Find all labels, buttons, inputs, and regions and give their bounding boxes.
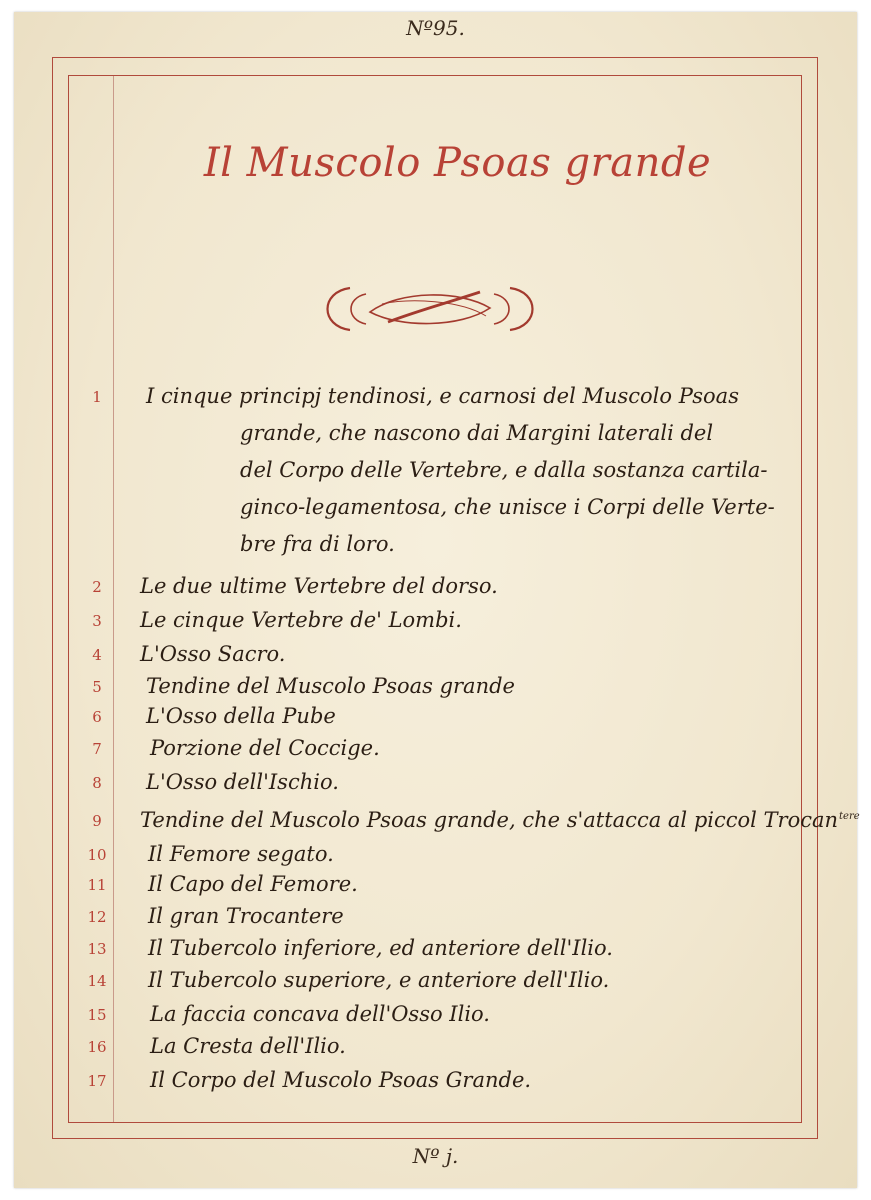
item-text-line: Il Capo del Femore. bbox=[148, 872, 358, 896]
item-text-line: I cinque principj tendinosi, e carnosi del Muscolo Psoas bbox=[146, 384, 739, 408]
item-text-line: La faccia concava dell'Osso Ilio. bbox=[150, 1002, 490, 1026]
item-text-line: Il Femore segato. bbox=[148, 842, 334, 866]
item-number: 14 bbox=[87, 972, 107, 990]
item-number: 5 bbox=[92, 678, 102, 696]
item-text-line: grande, che nascono dai Margini laterali del bbox=[240, 421, 714, 445]
item-text-line: Il Tubercolo inferiore, ed anteriore dell'Ilio. bbox=[148, 936, 613, 960]
item-text-line bbox=[140, 808, 860, 832]
item-text-line: Porzione del Coccige. bbox=[150, 736, 380, 760]
calligraphic-flourish-icon bbox=[310, 282, 550, 336]
item-number: 4 bbox=[92, 646, 102, 664]
item-text-line: del Corpo delle Vertebre, e dalla sostanza cartila- bbox=[240, 458, 768, 482]
item-number: 6 bbox=[92, 708, 102, 726]
item-number: 3 bbox=[92, 612, 102, 630]
item-number: 7 bbox=[92, 740, 102, 758]
item-number: 1 bbox=[92, 388, 102, 406]
item-number: 11 bbox=[87, 876, 107, 894]
item-number: 2 bbox=[92, 578, 102, 596]
page-title: Il Muscolo Psoas grande bbox=[203, 140, 712, 186]
item-text-line: Il Corpo del Muscolo Psoas Grande. bbox=[150, 1068, 532, 1092]
item-text-line: L'Osso Sacro. bbox=[140, 642, 286, 666]
item-text-line: Le cinque Vertebre de' Lombi. bbox=[140, 608, 462, 632]
item-number: 10 bbox=[87, 846, 107, 864]
item-text-line: ginco-legamentosa, che unisce i Corpi delle Verte- bbox=[240, 495, 775, 519]
page-number-top: Nº95. bbox=[406, 16, 465, 40]
item-number: 15 bbox=[87, 1006, 107, 1024]
superscript: tere bbox=[839, 811, 860, 822]
margin-rule bbox=[113, 76, 114, 1122]
page-number-bottom: Nº j. bbox=[412, 1144, 459, 1168]
item-number: 9 bbox=[92, 812, 102, 830]
item-number: 17 bbox=[87, 1072, 107, 1090]
item-text-line: L'Osso della Pube bbox=[146, 704, 336, 728]
item-text-line: bre fra di loro. bbox=[240, 532, 395, 556]
item-number: 12 bbox=[87, 908, 107, 926]
item-text-line: Il Tubercolo superiore, e anteriore dell'Ilio. bbox=[148, 968, 610, 992]
item-number: 13 bbox=[87, 940, 107, 958]
inner-border-rule bbox=[68, 75, 802, 1123]
item-text: Tendine del Muscolo Psoas grande, che s'attacca al piccol Trocan bbox=[140, 808, 839, 832]
item-number: 8 bbox=[92, 774, 102, 792]
item-text-line: L'Osso dell'Ischio. bbox=[146, 770, 339, 794]
item-text-line: Il gran Trocantere bbox=[148, 904, 344, 928]
item-text-line: Le due ultime Vertebre del dorso. bbox=[140, 574, 498, 598]
item-text-line: La Cresta dell'Ilio. bbox=[150, 1034, 346, 1058]
item-text-line: Tendine del Muscolo Psoas grande bbox=[146, 674, 515, 698]
item-number: 16 bbox=[87, 1038, 107, 1056]
